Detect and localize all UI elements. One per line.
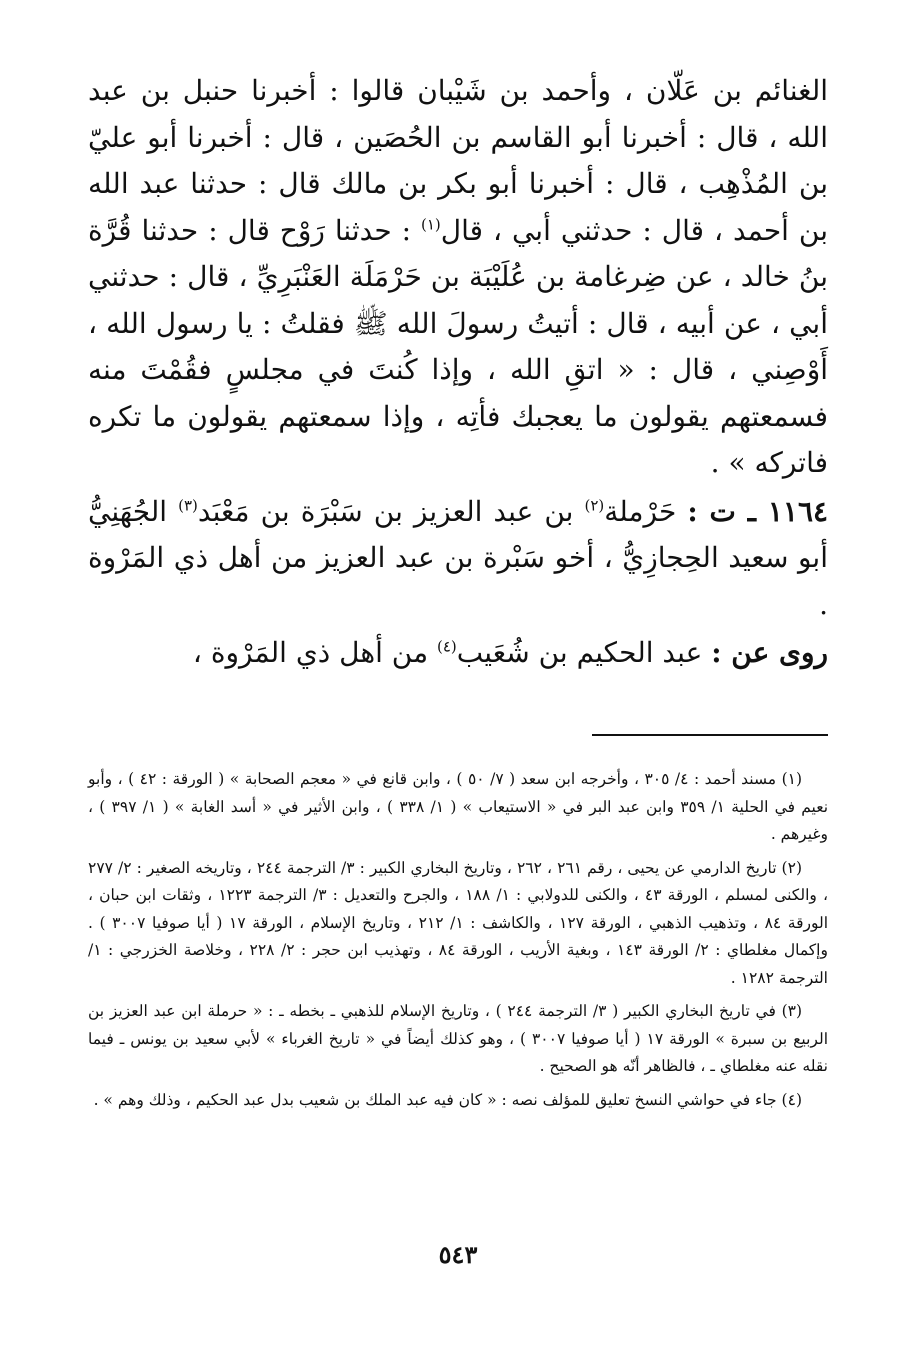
footnote-1: (١) مسند أحمد : ٤/ ٣٠٥ ، وأخرجه ابن سعد ( ٧/ ٥٠ ) ، وابن قانع في « معجم الصحابة » ( الورقة : ٤٢ ) ، وأبو نعيم في الحلية ١/ ٣٥٩ وابن عبد البر في « الاستيعاب » ( ١/ ٣٣٨ ) ، وابن الأثير في « أسد الغابة » ( ١/ ٣٩٧ ) ، وغيرهم . [88,770,829,843]
paragraph-narrated-from [88,630,828,677]
paragraph-hadith [88,68,828,487]
entry-name-b: بن عبد العزيز بن سَبْرَة بن مَعْبَد [197,494,585,528]
entry-name-a: حَرْملة [604,494,688,528]
footnote-ref-3: (٣) [178,496,198,515]
entry-name-c: الجُهَنِيُّ أبو سعيد الحِجازِيُّ ، أخو سَبْرة بن عبد العزيز من أهل ذي المَرْوة . [88,494,828,621]
footnote-ref-2: (٢) [584,496,605,515]
narrated-from-b: من أهل ذي المَرْوة ، [192,636,437,669]
main-text [88,68,828,677]
narrated-from-a: عبد الحكيم بن شُعَيب [456,636,712,669]
paragraph-entry-1164 [88,489,828,629]
footnote-ref-1: (١) [420,215,441,234]
footnote-divider [592,734,828,736]
narrated-from-label: روى عن : [711,636,828,669]
para1-text: الغنائم بن عَلّان ، وأحمد بن شَيْبان قالوا : أخبرنا حنبل بن عبد الله ، قال : أخبرنا أبو القاسم بن الحُصَين ، قال : أخبرنا أبو عليّ بن المُذْهِب ، قال : أخبرنا أبو بكر بن مالك قال : حدثنا عبد الله بن أحمد ، قال : حدثني أبي ، قال [88,74,828,247]
para1-continuation: : حدثنا رَوْح قال : حدثنا قُرَّة بنُ خالد ، عن ضِرغامة بن عُلَيْبَة بن حَرْمَلَة العَنْبَرِيِّ ، قال : حدثني أبي ، عن أبيه ، قال : أتيتُ رسولَ الله ﷺ فقلتُ : يا رسول الله ، أَوْصِني ، قال : « اتقِ الله ، وإذا كُنتَ في مجلسٍ فقُمْتَ منه فسمعتهم يقولون ما يعجبك فأتِه ، وإذا سمعتهم يقولون ما تكره فاتركه » . [88,213,828,479]
footnote-3: (٣) في تاريخ البخاري الكبير ( ٣/ الترجمة ٢٤٤ ) ، وتاريخ الإسلام للذهبي ـ بخطه ـ : « حرملة ابن عبد العزيز بن الربيع بن سبرة » الورقة ١٧ ( أيا صوفيا ٣٠٠٧ ) ، وهو كذلك أيضاً في « تاريخ الغرباء » لأبي سعيد بن يونس ـ فيما نقله عنه مغلطاي ـ ، فالظاهر أنّه هو الصحيح . [88,1002,829,1075]
page-number: ٥٤٣ [438,1240,478,1269]
footnotes [88,766,828,1120]
entry-number: ١١٦٤ ـ ت : [687,494,829,528]
footnote-2: (٢) تاريخ الدارمي عن يحيى ، رقم ٢٦١ ، ٢٦٢ ، وتاريخ البخاري الكبير : ٣/ الترجمة ٢٤٤ ، وتاريخه الصغير : ٢/ ٢٧٧ ، والكنى لمسلم ، الورقة ٤٣ ، والكنى للدولابي : ١/ ١٨٨ ، والجرح والتعديل : ٣/ الترجمة ١٢٢٣ ، وثقات ابن حبان ، الورقة ٨٤ ، وتذهيب الذهبي ، الورقة ١٢٧ ، والكاشف : ١/ ٢١٢ ، وتاريخ الإسلام ، الورقة ١٧ ( أيا صوفيا ٣٠٠٧ ) . وإكمال مغلطاي : ٢/ الورقة ١٤٣ ، وبغية الأريب ، الورقة ٨٤ ، وتهذيب ابن حجر : ٢/ ٢٢٨ ، وخلاصة الخزرجي : ١/ الترجمة ١٢٨٢ . [88,858,829,987]
footnote-ref-4: (٤) [437,637,457,656]
footnote-4: (٤) جاء في حواشي النسخ تعليق للمؤلف نصه : « كان فيه عبد الملك بن شعيب بدل عبد الحكيم ، وذلك وهم » . [93,1090,802,1109]
